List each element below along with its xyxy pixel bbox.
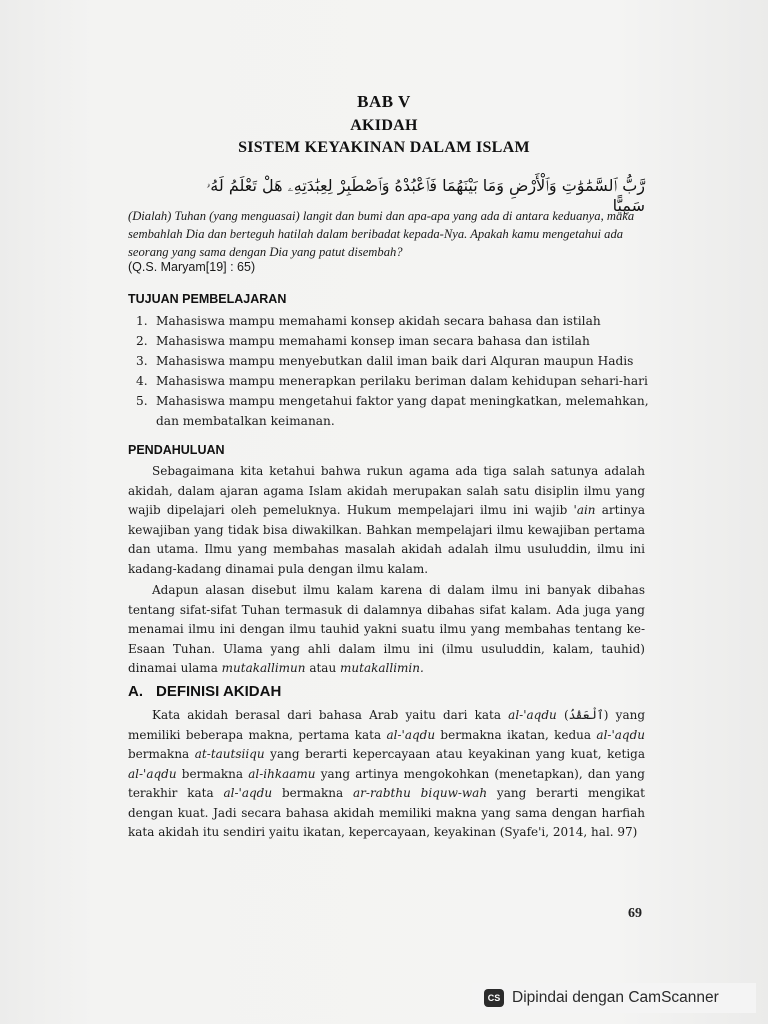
list-item: 1. Mahasiswa mampu memahami konsep akidah secara bahasa dan istilah xyxy=(136,314,601,328)
introduction-paragraph-2: Adapun alasan disebut ilmu kalam karena di dalam ilmu ini banyak dibahas tentang sifat-sifat Tuhan termasuk di dalamnya dibahas sifat kalam. Ada juga yang menamai ilmu ini dengan ilmu tauhid yakni suatu ilmu yang membahas tentang ke-Esaan Tuhan. Ulama yang ahli dalam ilmu ini (ilmu usuluddin, kalam, tauhid) dinamai ulama mutakallimun atau mutakallimin. xyxy=(128,583,645,675)
list-item: 2. Mahasiswa mampu memahami konsep iman secara bahasa dan istilah xyxy=(136,334,590,348)
list-item: 4. Mahasiswa mampu menerapkan perilaku beriman dalam kehidupan sehari-hari xyxy=(136,374,648,388)
objectives-list xyxy=(136,311,656,431)
chapter-title: AKIDAH xyxy=(350,117,418,134)
introduction-paragraph-1: Sebagaimana kita ketahui bahwa rukun agama ada tiga salah satunya adalah akidah, dalam ajaran agama Islam akidah merupakan salah satu disiplin ilmu yang wajib dipelajari oleh pemeluknya. Hukum mempelajari ilmu ini wajib 'ain artinya kewajiban yang tidak bisa diwakilkan. Bahkan mempelajari ilmu kewajiban pertama dan utama. Ilmu yang membahas masalah akidah adalah ilmu usuluddin, ilmu ini kadang-kadang dinamai pula dengan ilmu kalam. xyxy=(128,464,645,576)
quran-verse-arabic: رَّبُّ ٱلسَّمَٰوَٰتِ وَٱلْأَرْضِ وَمَا بَيْنَهُمَا فَٱعْبُدْهُ وَٱصْطَبِرْ لِعِبَٰدَتِهِۦ هَلْ تَعْلَمُ لَهُۥ سَمِيًّا xyxy=(206,176,645,215)
page-number: 69 xyxy=(628,906,642,921)
chapter-subtitle: SISTEM KEYAKINAN DALAM ISLAM xyxy=(238,139,530,156)
verse-reference: (Q.S. Maryam[19] : 65) xyxy=(128,260,256,274)
definition-heading: A. DEFINISI AKIDAH xyxy=(128,683,282,700)
definition-paragraph: Kata akidah berasal dari bahasa Arab yaitu dari kata al-'aqdu (ٱلْعَقْدُ) yang memiliki beberapa makna, pertama kata al-'aqdu bermakna ikatan, kedua al-'aqdu bermakna at-tautsiiqu yang berarti kepercayaan atau keyakinan yang kuat, ketiga al-'aqdu bermakna al-ihkaamu yang artinya mengokohkan (menetapkan), dan yang terakhir kata al-'aqdu bermakna ar-rabthu biquw-wah yang berarti mengikat dengan kuat. Jadi secara bahasa akidah memiliki makna yang sama dengan harfiah kata akidah itu sendiri yaitu ikatan, kepercayaan, keyakinan (Syafe'i, 2014, hal. 97) xyxy=(128,708,646,839)
list-item: 3. Mahasiswa mampu menyebutkan dalil iman baik dari Alquran maupun Hadis xyxy=(136,354,634,368)
introduction-title: PENDAHULUAN xyxy=(128,443,225,457)
camscanner-logo-icon: CS xyxy=(484,989,504,1007)
objectives-title: TUJUAN PEMBELAJARAN xyxy=(128,292,287,306)
list-item: 5. Mahasiswa mampu mengetahui faktor yang dapat meningkatkan, melemahkan, dan membatalkan keimanan. xyxy=(136,394,649,428)
chapter-number: BAB V xyxy=(357,92,411,111)
verse-translation: (Dialah) Tuhan (yang menguasai) langit dan bumi dan apa-apa yang ada di antara keduanya, maka sembahlah Dia dan berteguh hatilah dalam beribadat kepada-Nya. Apakah kamu mengetahui ada seorang yang sama dengan Dia yang patut disembah? xyxy=(128,209,635,259)
camscanner-watermark xyxy=(472,983,756,1013)
watermark-text: Dipindai dengan CamScanner xyxy=(512,989,719,1006)
